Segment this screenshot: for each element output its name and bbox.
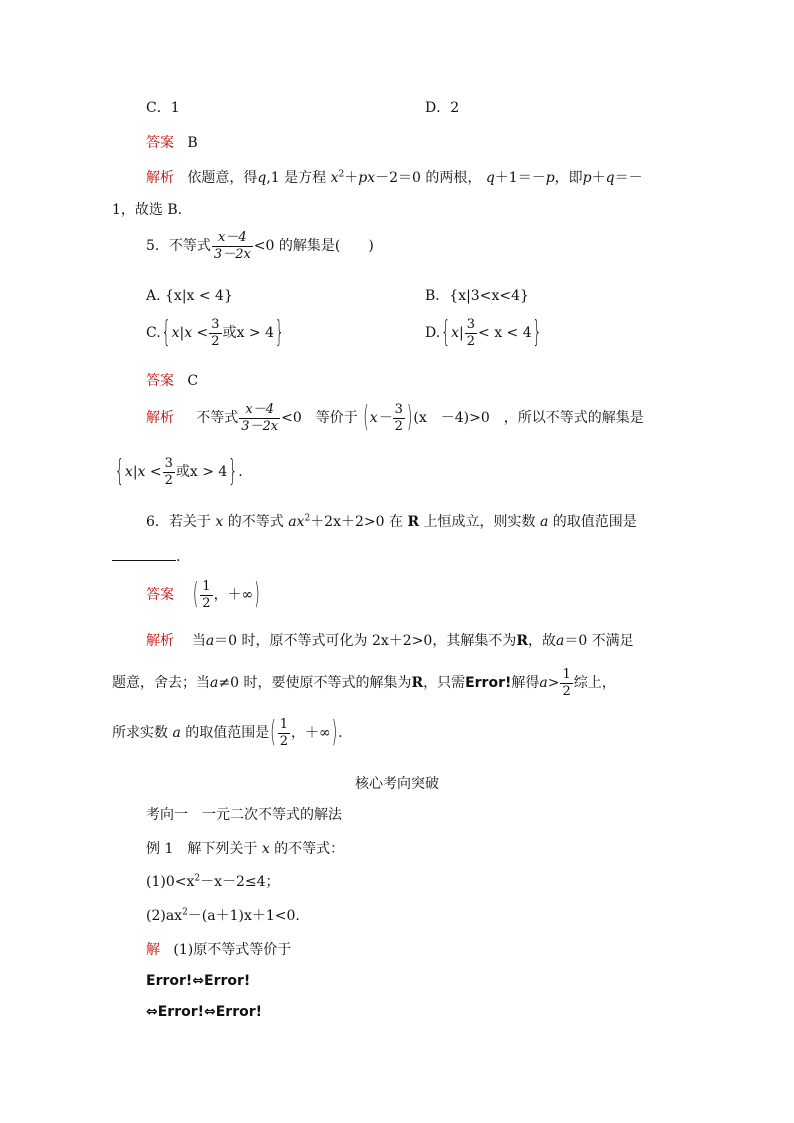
example-item-1: $(1)0<x^2-x-2\le 4$； <box>146 873 280 890</box>
section-title: 核心考向突破 <box>355 776 439 792</box>
error-line-2: ⇔Error!⇔Error! <box>146 1004 263 1020</box>
error-line-1: Error!⇔Error! <box>146 973 251 989</box>
topic-heading: 考向一 一元二次不等式的解法 <box>146 807 342 823</box>
question-6-stem: 6．若关于 x 的不等式 $ax^2+2x+2>0$ 在 R 上恒成立，则实数 a 的取值范围是 <box>146 513 637 530</box>
option-d: D．2 <box>425 100 460 116</box>
analysis-line: 解析 依题意，得q,1 是方程 $x^2+px-2=0$ 的两根， q＋1＝－p，即p＋q＝－ <box>146 169 643 186</box>
analysis-5: 解析 不等式 $\frac{x-4}{3-2x}$ <0 等价于 (x－ $\frac{3}{2}$ )(x －4)>0 ，所以不等式的解集是 <box>146 401 644 435</box>
question-5-stem: 5．不等式 $\frac{x-4}{3-2x}$ <0 的解集是( ) <box>146 230 374 262</box>
option-d-set: D.{x| $\frac{3}{2}$ < x < 4} <box>425 316 542 350</box>
option-a: A. {x|x < 4} <box>146 288 233 304</box>
answer-line-5: 答案 C <box>146 373 199 389</box>
example-1: 例 1 解下列关于 x 的不等式： <box>146 841 345 857</box>
analysis-label: 解析 <box>146 170 174 186</box>
answer-label: 答案 <box>146 135 174 151</box>
answer-line: 答案 B <box>146 135 198 151</box>
solution-line: 解 (1)原不等式等价于 <box>146 942 292 958</box>
analysis-5-result: {x|x < $\frac{3}{2}$ 或x > 4}. <box>115 455 243 489</box>
option-c: C．1 <box>146 100 180 116</box>
option-b: B．{x|3<x<4} <box>425 288 529 304</box>
analysis-6-line3: 所求实数 a 的取值范围是( $\frac{1}{2}$ ，＋∞). <box>112 716 343 750</box>
answer-line-6: 答案 ( $\frac{1}{2}$ ，＋∞) <box>146 578 260 612</box>
analysis-6-line1: 解析 当a＝0 时，原不等式可化为 2x＋2>0，其解集不为R，故a＝0 不满足 <box>146 633 634 649</box>
example-item-2: $(2)ax^2-(a+1)x+1<0$. <box>146 907 300 924</box>
analysis-6-line2: 题意，舍去；当a≠0 时，要使原不等式的解集为R，只需Error!解得a> $\frac{1}{2}$ 综上， <box>112 667 616 699</box>
analysis-line-2: 1，故选 B. <box>112 202 183 218</box>
option-c-set: C.{x|x < $\frac{3}{2}$ 或x > 4} <box>146 316 284 350</box>
blank-line: . <box>112 550 180 564</box>
